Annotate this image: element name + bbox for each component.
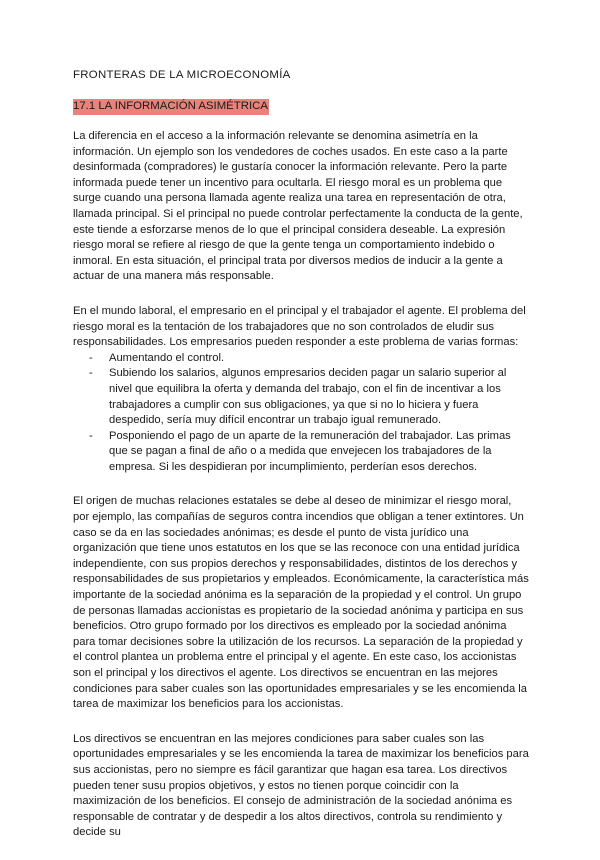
responses-list <box>73 351 529 476</box>
list-item: - Aumentando el control. <box>73 351 529 367</box>
list-item: - Subiendo los salarios, algunos empresarios deciden pagar un salario superior al nivel que equilibra la oferta y demanda del trabajo, con el fin de incentivar a los trabajadores a cumplir con sus obligaciones, ya que si no lo hiciera y fuera despedido, sería muy difícil encontrar un trabajo igual remunerado. <box>73 366 529 428</box>
document-title: FRONTERAS DE LA MICROECONOMÍA <box>73 69 291 81</box>
paragraph-labor-market: En el mundo laboral, el empresario en el principal y el trabajador el agente. El problema del riesgo moral es la tentación de los trabajadores que no son controlados de eludir sus responsabilidades. Los empresarios pueden responder a este problema de varias formas: <box>73 304 526 349</box>
paragraph-asymmetric-information: La diferencia en el acceso a la información relevante se denomina asimetría en la información. Un ejemplo son los vendedores de coches usados. En este caso a la parte desinformada (compradores) le gustaría conocer la información relevante. Pero la parte informada puede tener un incentivo para ocultarla. El riesgo moral es un problema que surge cuando una persona llamada agente realiza una tarea en representación de otra, llamada principal. Si el principal no puede controlar perfectamente la conducta de la gente, este tiende a esforzarse menos de lo que el principal considera deseable. La expresión riesgo moral se refiere al riesgo de que la gente tenga un comportamiento indebido o inmoral. En esta situación, el principal trata por diversos medios de inducir a la gente a actuar de una manera más responsable. <box>73 130 523 283</box>
list-item: - Posponiendo el pago de un aparte de la remuneración del trabajador. Las primas que se pagan a final de año o a medida que envejecen los trabajadores de la empresa. Si les despidieran por incumplimiento, perderían esos derechos. <box>73 429 529 476</box>
document-body <box>73 129 529 860</box>
section-heading: 17.1 LA INFORMACIÓN ASIMÉTRICA <box>73 99 269 115</box>
paragraph-corporations: El origen de muchas relaciones estatales se debe al deseo de minimizar el riesgo moral, por ejemplo, las compañías de seguros contra incendios que obligan a tener extintores. Un caso se da en las sociedades anónimas; es desde el punto de vista jurídico una organización que tiene unos estatutos en los que se las reconoce con una entidad jurídica independiente, con sus propios derechos y responsabilidades, distintos de los derechos y responsabilidades de sus propietarios y empleados. Económicamente, la característica más importante de la sociedad anónima es la separación de la propiedad y el control. Un grupo de personas llamadas accionistas es propietario de la sociedad anónima y participa en sus beneficios. Otro grupo formado por los directivos es empleado por la sociedad anónima para tomar decisiones sobre la utilización de los recursos. La separación de la propiedad y el control plantea un problema entre el principal y el agente. En este caso, los accionistas son el principal y los directivos el agente. Los directivos se encuentran en las mejores condiciones para saber cuales son las oportunidades empresariales y se les encomienda la tarea de maximizar los beneficios para los accionistas. <box>73 495 529 711</box>
paragraph-directors: Los directivos se encuentran en las mejores condiciones para saber cuales son las oportunidades empresariales y se les encomienda la tarea de maximizar los beneficios para sus accionistas, pero no siempre es fácil garantizar que hagan esa tarea. Los directivos pueden tener susu propios objetivos, y estos no tienen porque coincidir con la maximización de los beneficios. El consejo de administración de la sociedad anónima es responsable de contratar y de despedir a los altos directivos, controla su rendimiento y decide su <box>73 732 529 839</box>
